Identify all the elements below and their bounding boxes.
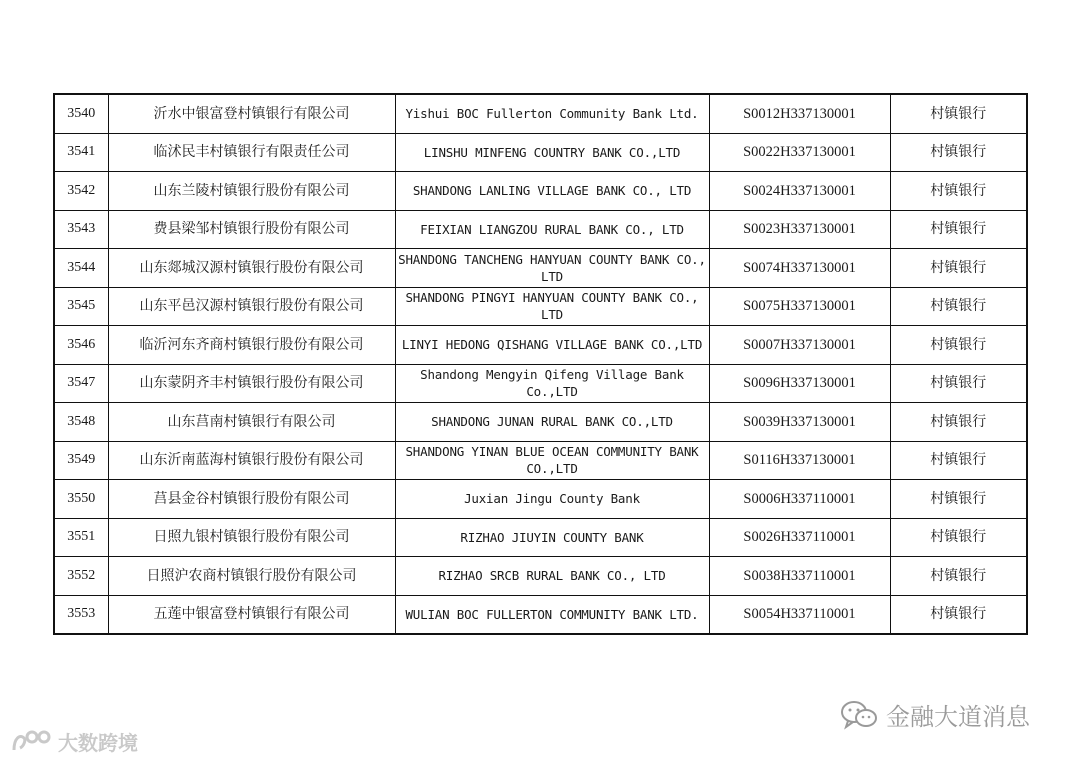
table-row [54,326,1027,365]
bank-name-english: SHANDONG TANCHENG HANYUAN COUNTY BANK CO., LTD [395,249,709,288]
bank-name-chinese: 五莲中银富登村镇银行有限公司 [108,595,395,634]
institution-type: 村镇银行 [890,326,1027,365]
row-number: 3548 [54,403,108,442]
institution-code: S0012H337130001 [709,94,890,133]
table-row [54,249,1027,288]
institution-code: S0023H337130001 [709,210,890,249]
bank-name-english: FEIXIAN LIANGZOU RURAL BANK CO., LTD [395,210,709,249]
ic-logo-icon [10,728,54,756]
institution-code: S0054H337110001 [709,595,890,634]
bank-name-english: Yishui BOC Fullerton Community Bank Ltd. [395,94,709,133]
table-row [54,94,1027,133]
table-body [54,94,1027,634]
bank-name-chinese: 山东沂南蓝海村镇银行股份有限公司 [108,441,395,480]
bank-name-chinese: 山东兰陵村镇银行股份有限公司 [108,172,395,211]
institution-code: S0038H337110001 [709,557,890,596]
institution-code: S0026H337110001 [709,518,890,557]
row-number: 3543 [54,210,108,249]
institution-code: S0006H337110001 [709,480,890,519]
row-number: 3547 [54,364,108,403]
bank-name-chinese: 日照九银村镇银行股份有限公司 [108,518,395,557]
row-number: 3541 [54,133,108,172]
row-number: 3549 [54,441,108,480]
bank-name-english: SHANDONG YINAN BLUE OCEAN COMMUNITY BANK CO.,LTD [395,441,709,480]
bank-name-english: RIZHAO JIUYIN COUNTY BANK [395,518,709,557]
table-row [54,210,1027,249]
institution-code: S0007H337130001 [709,326,890,365]
wechat-icon [840,699,878,731]
table-row [54,441,1027,480]
row-number: 3544 [54,249,108,288]
institution-type: 村镇银行 [890,133,1027,172]
bank-name-english: RIZHAO SRCB RURAL BANK CO., LTD [395,557,709,596]
institution-type: 村镇银行 [890,249,1027,288]
row-number: 3545 [54,287,108,326]
row-number: 3550 [54,480,108,519]
bank-name-english: SHANDONG PINGYI HANYUAN COUNTY BANK CO., LTD [395,287,709,326]
institution-type: 村镇银行 [890,403,1027,442]
institution-type: 村镇银行 [890,518,1027,557]
table-row [54,172,1027,211]
bank-name-chinese: 沂水中银富登村镇银行有限公司 [108,94,395,133]
institution-type: 村镇银行 [890,210,1027,249]
bank-name-chinese: 山东莒南村镇银行有限公司 [108,403,395,442]
bank-name-english: LINYI HEDONG QISHANG VILLAGE BANK CO.,LTD [395,326,709,365]
table-row [54,133,1027,172]
institution-code: S0039H337130001 [709,403,890,442]
institution-code: S0096H337130001 [709,364,890,403]
bank-name-chinese: 山东蒙阴齐丰村镇银行股份有限公司 [108,364,395,403]
table-row [54,557,1027,596]
institution-type: 村镇银行 [890,94,1027,133]
institution-type: 村镇银行 [890,480,1027,519]
table-row [54,364,1027,403]
bank-name-english: SHANDONG JUNAN RURAL BANK CO.,LTD [395,403,709,442]
institution-type: 村镇银行 [890,364,1027,403]
row-number: 3552 [54,557,108,596]
institution-type: 村镇银行 [890,595,1027,634]
row-number: 3551 [54,518,108,557]
row-number: 3553 [54,595,108,634]
bank-name-english: WULIAN BOC FULLERTON COMMUNITY BANK LTD. [395,595,709,634]
watermark-left [10,727,138,756]
bank-name-english: LINSHU MINFENG COUNTRY BANK CO.,LTD [395,133,709,172]
bank-name-english: SHANDONG LANLING VILLAGE BANK CO., LTD [395,172,709,211]
institution-code: S0024H337130001 [709,172,890,211]
row-number: 3546 [54,326,108,365]
row-number: 3542 [54,172,108,211]
bank-name-chinese: 山东郯城汉源村镇银行股份有限公司 [108,249,395,288]
bank-name-chinese: 山东平邑汉源村镇银行股份有限公司 [108,287,395,326]
bank-name-chinese: 费县梁邹村镇银行股份有限公司 [108,210,395,249]
institution-type: 村镇银行 [890,287,1027,326]
institution-type: 村镇银行 [890,172,1027,211]
row-number: 3540 [54,94,108,133]
institution-type: 村镇银行 [890,557,1027,596]
bank-list-table-container [53,93,1026,635]
bank-name-chinese: 临沂河东齐商村镇银行股份有限公司 [108,326,395,365]
table-row [54,287,1027,326]
watermark-left-text: 大数跨境 [58,731,138,755]
institution-type: 村镇银行 [890,441,1027,480]
bank-name-english: Shandong Mengyin Qifeng Village Bank Co.,LTD [395,364,709,403]
institution-code: S0075H337130001 [709,287,890,326]
institution-code: S0074H337130001 [709,249,890,288]
table-row [54,518,1027,557]
watermark-right-text: 金融大道消息 [886,703,1030,731]
table-row [54,403,1027,442]
table-row [54,480,1027,519]
institution-code: S0022H337130001 [709,133,890,172]
bank-name-english: Juxian Jingu County Bank [395,480,709,519]
bank-name-chinese: 临沭民丰村镇银行有限责任公司 [108,133,395,172]
bank-list-table [53,93,1028,635]
bank-name-chinese: 日照沪农商村镇银行股份有限公司 [108,557,395,596]
bank-name-chinese: 莒县金谷村镇银行股份有限公司 [108,480,395,519]
watermark-right [840,697,1030,732]
table-row [54,595,1027,634]
institution-code: S0116H337130001 [709,441,890,480]
